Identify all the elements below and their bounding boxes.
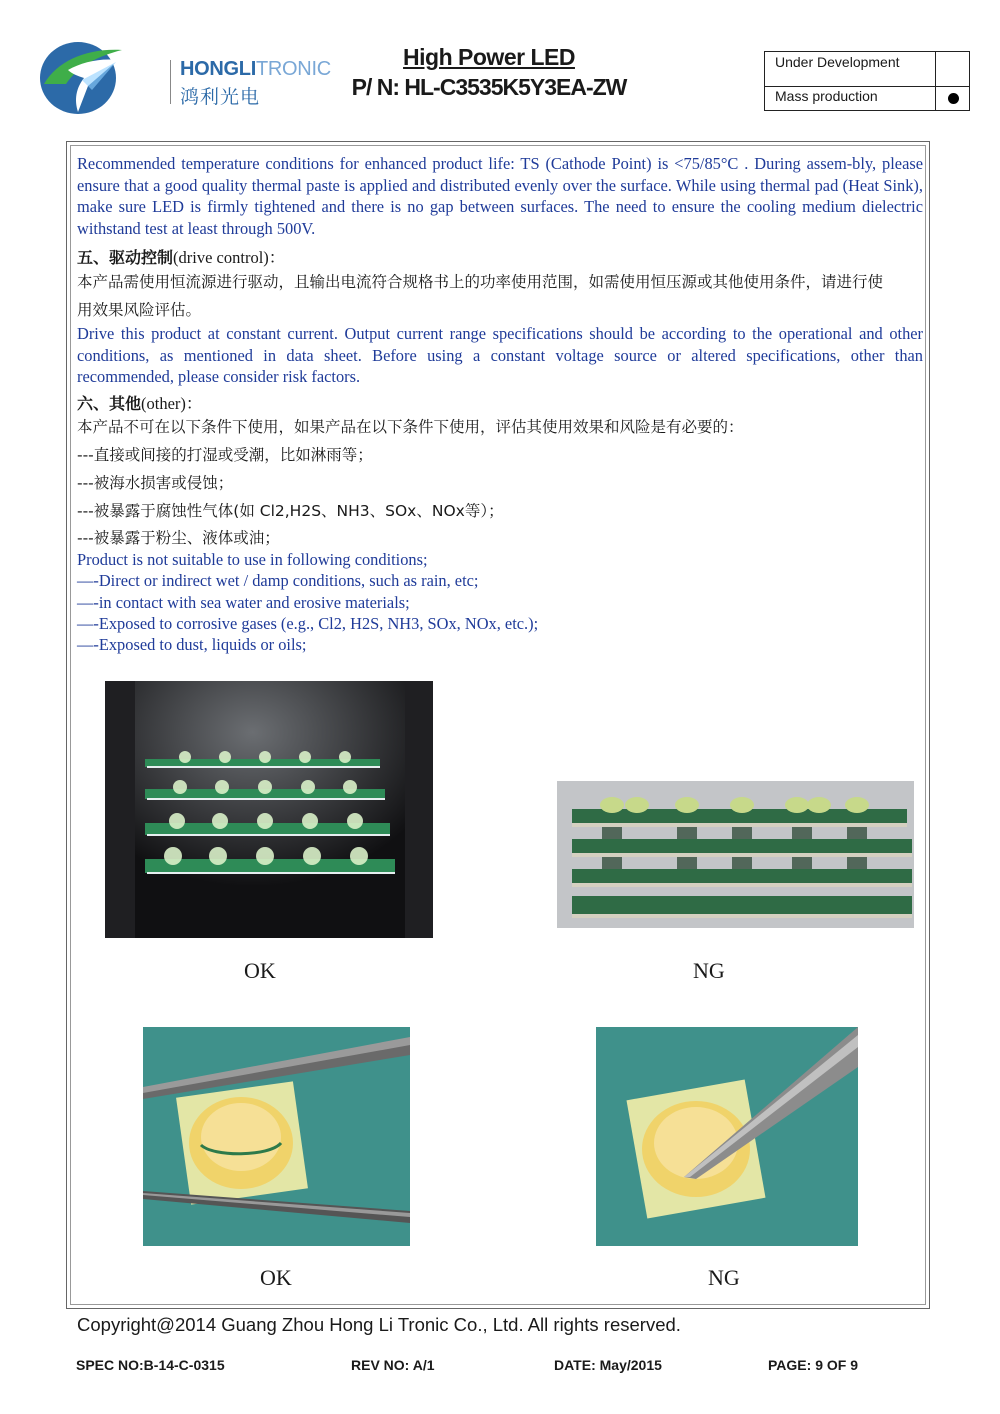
copyright-notice: Copyright@2014 Guang Zhou Hong Li Tronic Co., Ltd. All rights reserved. <box>77 1314 681 1335</box>
section6-cn-item: ---被暴露于腐蚀性气体(如 Cl2,H2S、NH3、SOx、NOx等）； <box>77 502 504 520</box>
document-date: DATE: May/2015 <box>554 1357 662 1373</box>
photo-ok-tweezers-handling <box>143 1027 410 1246</box>
temperature-paragraph: Recommended temperature conditions for enhanced product life: TS (Cathode Point) is <75/85°C . During assem-bly, please ensure that a good quality thermal paste is applied and distributed evenly over the surface. While using thermal pad (Heat Sink), make sure LED is firmly tightened and there is no gap between surfaces. The need to ensure the cooling medium dielectric withstand test at least through 500V. <box>77 154 923 238</box>
spec-number: SPEC NO:B-14-C-0315 <box>76 1357 225 1373</box>
section6-en-item: —-Exposed to dust, liquids or oils; <box>77 635 307 654</box>
status-table <box>764 51 970 111</box>
section6-en-intro: Product is not suitable to use in following conditions; <box>77 550 428 569</box>
checked-dot-icon <box>948 93 959 104</box>
part-number: P/ N: HL-C3535K5Y3EA-ZW <box>351 74 627 100</box>
section5-heading: 五、驱动控制(drive control)： <box>77 248 286 267</box>
section5-cn-text: 本产品需使用恒流源进行驱动，且输出电流符合规格书上的功率使用范围，如需使用恒压源或其他使用条件，请进行使用效果风险评估。 <box>77 273 884 319</box>
logo-divider <box>170 60 171 104</box>
doc-title: High Power LED <box>403 44 575 70</box>
status-row-under-development <box>765 52 969 87</box>
revision-number: REV NO: A/1 <box>351 1357 435 1373</box>
status-row-mass-production <box>765 86 969 111</box>
caption-ok: OK <box>260 1265 292 1290</box>
page-number: PAGE: 9 OF 9 <box>768 1357 858 1373</box>
caption-ng: NG <box>693 958 725 983</box>
status-checkbox <box>935 52 969 86</box>
caption-ok: OK <box>244 958 276 983</box>
section6-en-item: —-in contact with sea water and erosive materials; <box>77 593 410 612</box>
status-label: Under Development <box>775 54 900 70</box>
section6-heading: 六、其他(other)： <box>77 394 203 413</box>
section6-en-item: —-Exposed to corrosive gases (e.g., Cl2, H2S, NH3, SOx, NOx, etc.); <box>77 614 539 633</box>
section6-cn-item: ---直接或间接的打湿或受潮，比如淋雨等； <box>77 446 373 464</box>
status-checkbox <box>935 86 969 111</box>
photo-ng-tweezer-pressing-lens <box>596 1027 858 1246</box>
logo-name-en: HONGLITRONIC <box>180 58 331 80</box>
section6-cn-intro: 本产品不可在以下条件下使用，如果产品在以下条件下使用，评估其使用效果和风险是有必要的： <box>77 418 744 436</box>
logo-name-cn: 鸿利光电 <box>180 86 261 108</box>
caption-ng: NG <box>708 1265 740 1290</box>
company-logo <box>38 40 331 120</box>
photo-ok-stacked-boards <box>105 681 433 938</box>
section6-cn-item: ---被海水损害或侵蚀； <box>77 474 234 492</box>
section5-en-text: Drive this product at constant current. Output current range specifications should be according to the operational and other conditions, as mentioned in data sheet. Before using a constant voltage source or altered specifications, other than recommended, please consider risk factors. <box>77 324 923 386</box>
section6-cn-item: ---被暴露于粉尘、液体或油； <box>77 529 280 547</box>
photo-ng-stacked-boards <box>557 781 914 928</box>
section6-en-item: —-Direct or indirect wet / damp conditions, such as rain, etc; <box>77 571 479 590</box>
logo-swoosh-icon <box>38 40 124 116</box>
status-label: Mass production <box>775 88 878 104</box>
